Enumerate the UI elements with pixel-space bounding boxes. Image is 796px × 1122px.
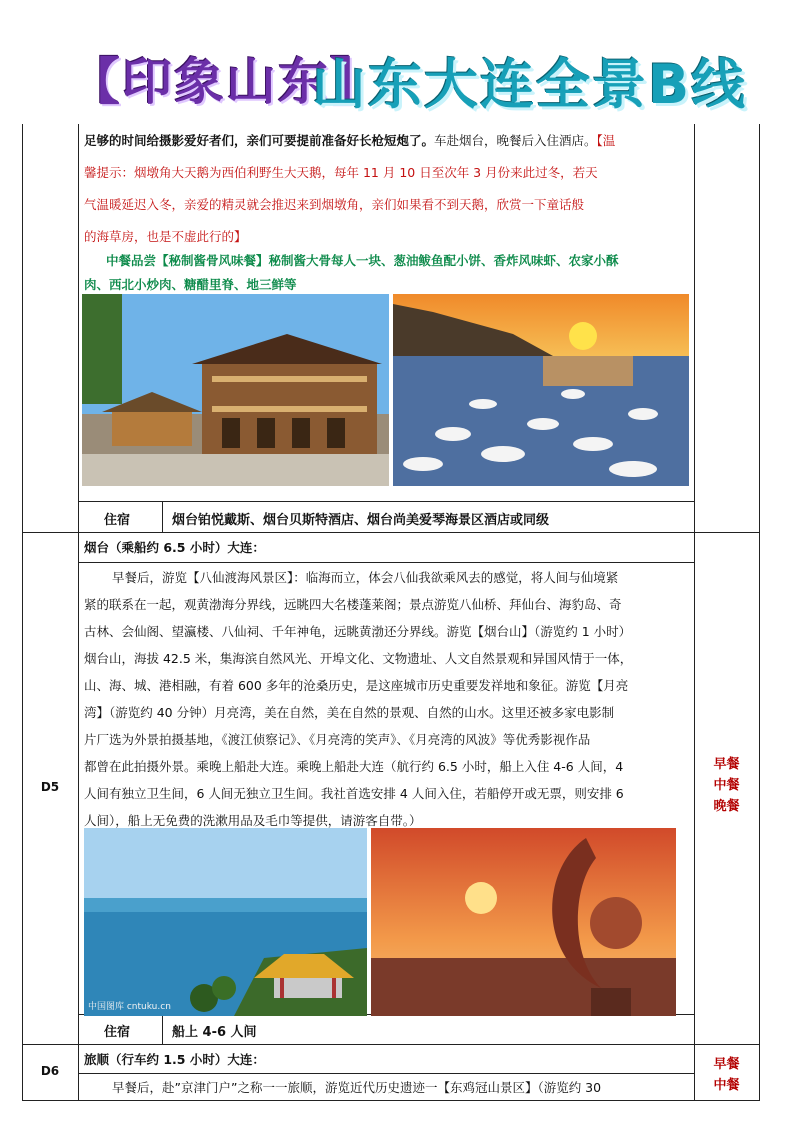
row-line-d5-heading	[78, 562, 694, 563]
d4-stay-hotels: 烟台铂悦戴斯、烟台贝斯特酒店、烟台尚美爱琴海景区酒店或同级	[172, 513, 550, 528]
d5-meal-lunch: 中餐	[713, 778, 740, 793]
d4-stay-label: 住宿	[104, 513, 131, 528]
d5-heading: 烟台（乘船约 6.5 小时）大连：	[84, 540, 265, 555]
d4-tip-start: 【温	[596, 133, 616, 148]
d5-line-5: 山、海、城、港相融，有着 600 多年的沧桑历史，是这座城市历史重要发祥地和象征。游览【月亮	[84, 678, 629, 693]
d5-line-4: 烟台山，海拔 42.5 米，集海滨自然风光、开埠文化、文物遗址、人文自然景观和异国风情于一体，	[84, 651, 633, 666]
d4-intro-rest: 车赴烟台，晚餐后入住酒店。	[434, 133, 597, 148]
d5-meals	[694, 754, 759, 817]
d5-line-9: 人间有独立卫生间，6 人间无独立卫生间。我社首选安排 4 人间入住，若船停开或无票，则安排 6	[84, 786, 624, 801]
d5-line-2: 紧的联系在一起，观黄渤海分界线，远眺四大名楼蓬莱阁；景点游览八仙桥、拜仙台、海豹岛、奇	[84, 597, 622, 612]
d5-meal-breakfast: 早餐	[713, 757, 740, 772]
d5-day-label: D5	[40, 780, 60, 794]
d4-lunch-line-2: 肉、西北小炒肉、糖醋里脊、地三鲜等	[84, 277, 297, 292]
d6-heading: 旅顺（行车约 1.5 小时）大连：	[84, 1052, 265, 1067]
row-line-d6	[22, 1044, 760, 1045]
coastal-pavilion-photo	[84, 828, 367, 1016]
table-divider-day	[78, 124, 79, 1100]
d5-line-8: 都曾在此拍摄外景。乘晚上船赴大连。乘晚上船赴大连（航行约 6.5 小时，船上入住 4-6 人间，4	[84, 759, 624, 774]
d5-stay-value: 船上 4-6 人间	[172, 1025, 257, 1040]
brand-title: 【印象山东】	[70, 53, 382, 111]
itinerary-table	[22, 124, 760, 1102]
table-border-left	[22, 124, 23, 1100]
moon-sculpture-photo	[371, 828, 676, 1016]
d5-line-7: 片厂选为外景拍摄基地，《渡江侦察记》、《月亮湾的笑声》、《月亮湾的风波》等优秀影视作品	[84, 732, 591, 747]
row-line-d4-stay	[78, 501, 694, 502]
d4-tip-line-4: 的海草房，也是不虚此行的】	[84, 229, 247, 244]
d6-meal-lunch: 中餐	[713, 1078, 740, 1093]
d6-meal-breakfast: 早餐	[713, 1057, 740, 1072]
banner	[0, 0, 796, 124]
table-divider-meals	[694, 124, 695, 1100]
d5-line-3: 古林、会仙阁、望瀛楼、八仙祠、千年神龟，远眺黄渤还分界线。游览【烟台山】（游览约 1 小时）	[84, 624, 632, 639]
d4-tip-line-3: 气温暖延迟入冬，亲爱的精灵就会推迟来到烟墩角，亲们如果看不到天鹅，欣赏一下童话般	[84, 197, 585, 212]
stay-divider-d5	[162, 1014, 163, 1044]
table-border-right	[759, 124, 760, 1100]
d4-tip-line-2: 馨提示：烟墩角大天鹅为西伯利野生大天鹅，每年 11 月 10 日至次年 3 月份来此过冬，若天	[84, 165, 598, 180]
row-line-d6-heading	[78, 1073, 694, 1074]
d6-day-label: D6	[40, 1064, 60, 1078]
route-title: 山东大连全景B线	[312, 53, 748, 116]
swans-sunset-photo	[393, 294, 689, 486]
d5-line-6: 湾】（游览约 40 分钟）月亮湾，美在自然，美在自然的景观、自然的山水。这里还被多家电影制	[84, 705, 615, 720]
d4-intro	[84, 128, 692, 153]
row-line-d5	[22, 532, 760, 533]
d6-meals	[694, 1054, 759, 1096]
stay-divider-d4	[162, 501, 163, 532]
restaurant-building-photo	[82, 294, 389, 486]
d5-line-10: 人间），船上无免费的洗漱用品及毛巾等提供，请游客自带。）	[84, 813, 422, 828]
table-border-bottom	[22, 1100, 760, 1101]
d4-lunch-line-1: 中餐品尝【秘制酱骨风味餐】秘制酱大骨每人一块、葱油鲅鱼配小饼、香炸风味虾、农家小酥	[106, 253, 619, 268]
d5-stay-label: 住宿	[104, 1025, 131, 1040]
d4-intro-bold: 足够的时间给摄影爱好者们，亲们可要提前准备好长枪短炮了。	[84, 133, 435, 148]
photo-watermark: 中国图库 cntuku.cn	[88, 1002, 171, 1012]
d5-meal-dinner: 晚餐	[713, 799, 740, 814]
d5-line-1: 早餐后，游览【八仙渡海风景区】：临海而立，体会八仙我欲乘风去的感觉，将人间与仙境紧	[112, 570, 619, 585]
d6-line-1: 早餐后，赴”京津门户”之称一一旅顺，游览近代历史遗迹一【东鸡冠山景区】（游览约 30	[112, 1080, 602, 1095]
